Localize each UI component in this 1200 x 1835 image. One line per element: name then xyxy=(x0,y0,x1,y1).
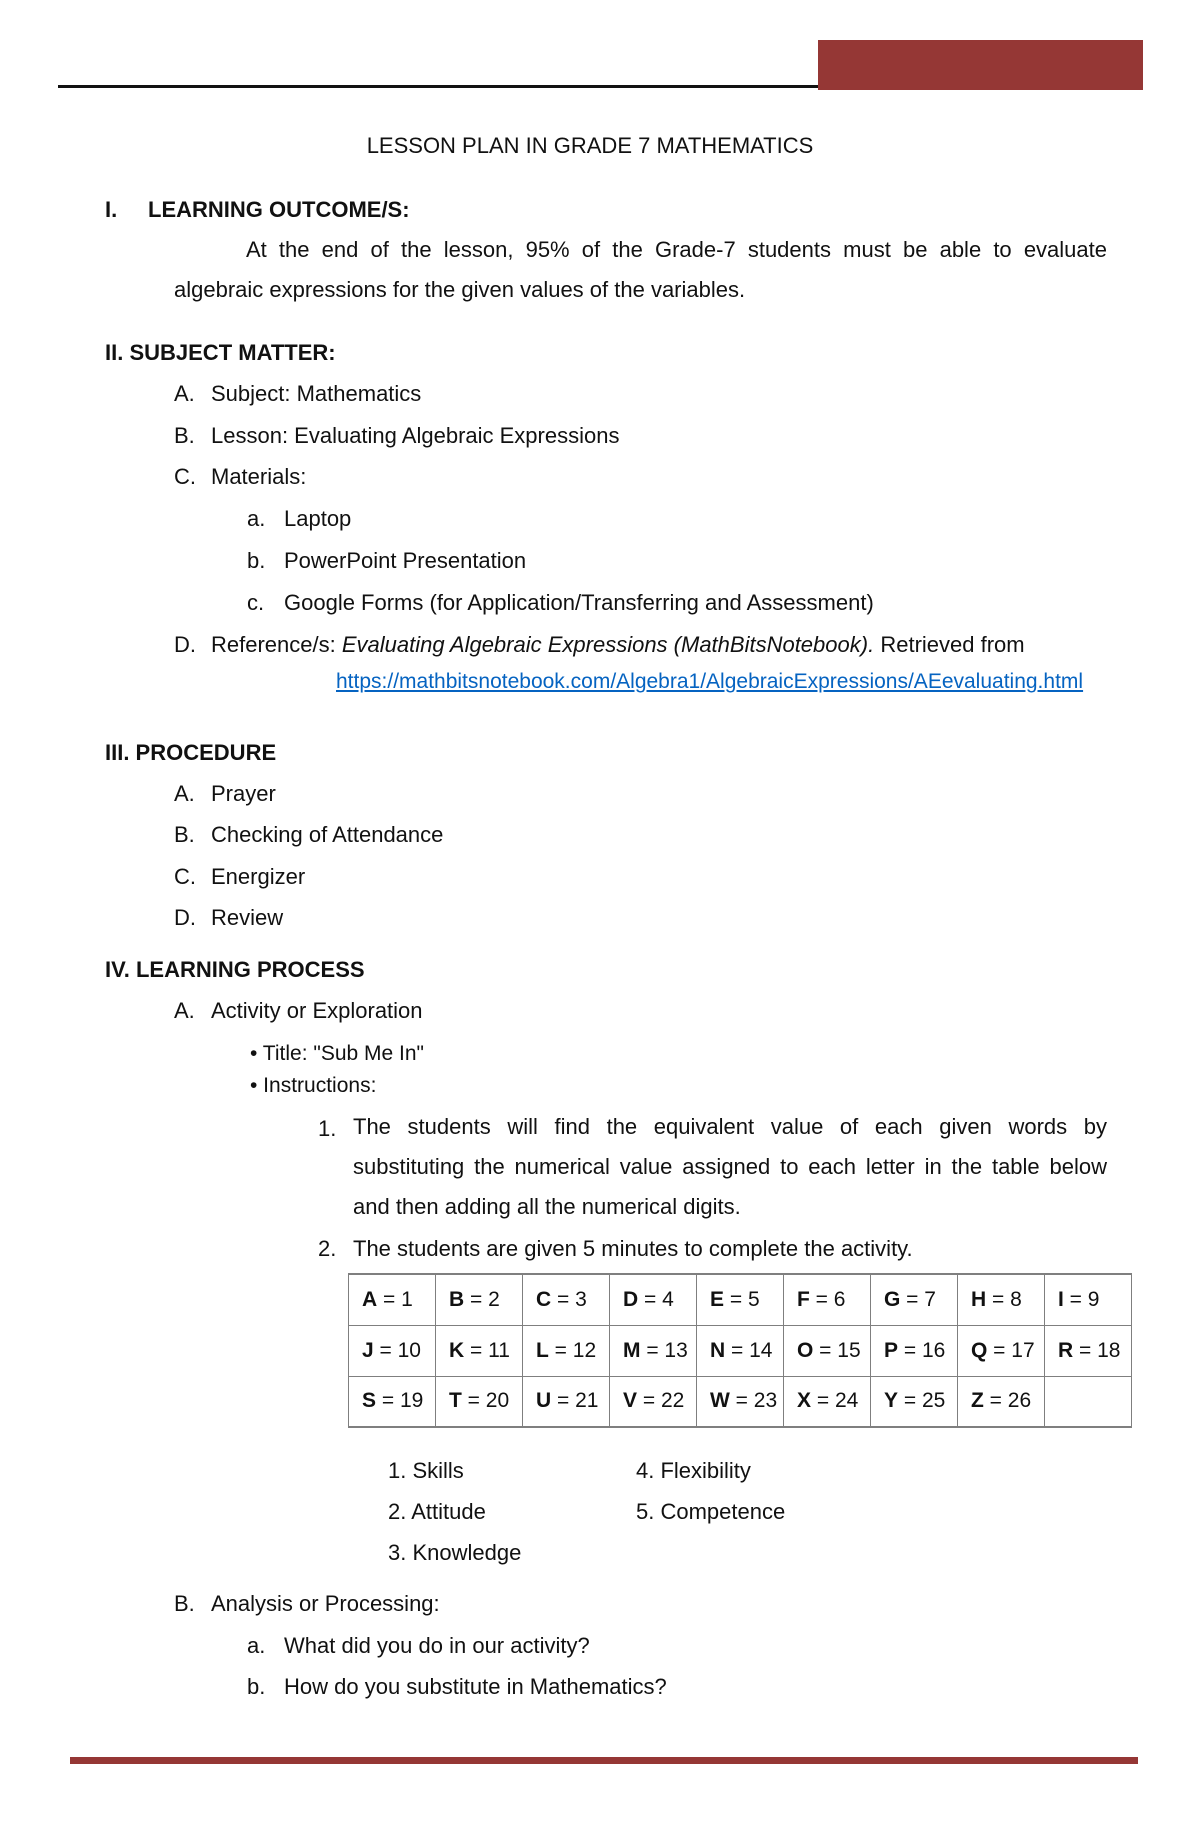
table-row xyxy=(349,1376,1132,1427)
table-cell: G = 7 xyxy=(871,1274,958,1325)
table-cell: F = 6 xyxy=(784,1274,871,1325)
word-flexibility: 4. Flexibility xyxy=(636,1458,751,1483)
subject-item: A. Subject: Mathematics xyxy=(174,381,422,406)
page-title: LESSON PLAN IN GRADE 7 MATHEMATICS xyxy=(366,133,814,158)
procedure-prayer: A. Prayer xyxy=(174,781,276,806)
procedure-energizer: C. Energizer xyxy=(174,864,306,889)
section4-heading: IV. LEARNING PROCESS xyxy=(105,957,365,982)
lesson-item: B. Lesson: Evaluating Algebraic Expressions xyxy=(174,423,620,448)
materials-item: C. Materials: xyxy=(174,464,307,489)
table-cell: B = 2 xyxy=(436,1274,523,1325)
table-cell: K = 11 xyxy=(436,1325,523,1376)
section1-heading: LEARNING OUTCOME/S: xyxy=(148,197,410,222)
word-attitude: 2. Attitude xyxy=(388,1499,486,1524)
step-1-text: The students will find the equivalent value of each given words by substituting the numerical value assigned to each letter in the table below and then adding all the numerical digits. xyxy=(353,1114,1107,1219)
word-knowledge: 3. Knowledge xyxy=(388,1540,522,1565)
table-cell: P = 16 xyxy=(871,1325,958,1376)
material-google-forms: c. Google Forms (for Application/Transferring and Assessment) xyxy=(247,590,874,615)
table-cell: D = 4 xyxy=(610,1274,697,1325)
section3-heading: III. PROCEDURE xyxy=(105,740,277,765)
table-cell: X = 24 xyxy=(784,1376,871,1427)
letter-value-table xyxy=(348,1273,1132,1428)
table-cell: U = 21 xyxy=(523,1376,610,1427)
word-competence: 5. Competence xyxy=(636,1499,786,1524)
section2-heading: II. SUBJECT MATTER: xyxy=(105,340,336,365)
table-cell: Y = 25 xyxy=(871,1376,958,1427)
table-cell: Q = 17 xyxy=(958,1325,1045,1376)
table-cell: I = 9 xyxy=(1045,1274,1132,1325)
section1-numeral: I. xyxy=(105,197,118,222)
reference-item: D. Reference/s: Evaluating Algebraic Expressions (MathBitsNotebook). Retrieved from xyxy=(174,632,1025,657)
table-cell: Z = 26 xyxy=(958,1376,1045,1427)
table-cell: N = 14 xyxy=(697,1325,784,1376)
table-cell: S = 19 xyxy=(349,1376,436,1427)
material-laptop: a. Laptop xyxy=(247,506,352,531)
table-cell: H = 8 xyxy=(958,1274,1045,1325)
table-cell: R = 18 xyxy=(1045,1325,1132,1376)
table-cell: W = 23 xyxy=(697,1376,784,1427)
activity-instructions-bullet: • Instructions: xyxy=(250,1074,377,1097)
procedure-review: D. Review xyxy=(174,905,284,930)
reference-link[interactable]: https://mathbitsnotebook.com/Algebra1/AlgebraicExpressions/AEevaluating.html xyxy=(336,670,1084,693)
footer-rule xyxy=(70,1757,1138,1764)
analysis-question-b: b. How do you substitute in Mathematics? xyxy=(247,1674,667,1699)
table-cell: O = 15 xyxy=(784,1325,871,1376)
step-2-number: 2. xyxy=(318,1236,337,1261)
header-rule xyxy=(58,85,818,88)
word-skills: 1. Skills xyxy=(388,1458,464,1483)
table-cell-empty xyxy=(1045,1376,1132,1427)
analysis-item: B. Analysis or Processing: xyxy=(174,1591,440,1616)
analysis-question-a: a. What did you do in our activity? xyxy=(247,1633,590,1658)
header-accent-block xyxy=(818,40,1143,90)
section1-text: At the end of the lesson, 95% of the Grade-7 students must be able to evaluate algebraic expressions for the given values of the variables. xyxy=(174,237,1107,302)
procedure-attendance: B. Checking of Attendance xyxy=(174,822,444,847)
table-cell: E = 5 xyxy=(697,1274,784,1325)
table-cell: M = 13 xyxy=(610,1325,697,1376)
table-cell: A = 1 xyxy=(349,1274,436,1325)
table-cell: J = 10 xyxy=(349,1325,436,1376)
step-1-number: 1. xyxy=(318,1116,337,1141)
table-cell: L = 12 xyxy=(523,1325,610,1376)
material-powerpoint: b. PowerPoint Presentation xyxy=(247,548,527,573)
table-row xyxy=(349,1274,1132,1325)
table-cell: C = 3 xyxy=(523,1274,610,1325)
table-row xyxy=(349,1325,1132,1376)
activity-item: A. Activity or Exploration xyxy=(174,998,423,1023)
table-cell: V = 22 xyxy=(610,1376,697,1427)
activity-title-bullet: • Title: "Sub Me In" xyxy=(250,1042,424,1065)
step-2-text: The students are given 5 minutes to complete the activity. xyxy=(353,1236,913,1261)
table-cell: T = 20 xyxy=(436,1376,523,1427)
